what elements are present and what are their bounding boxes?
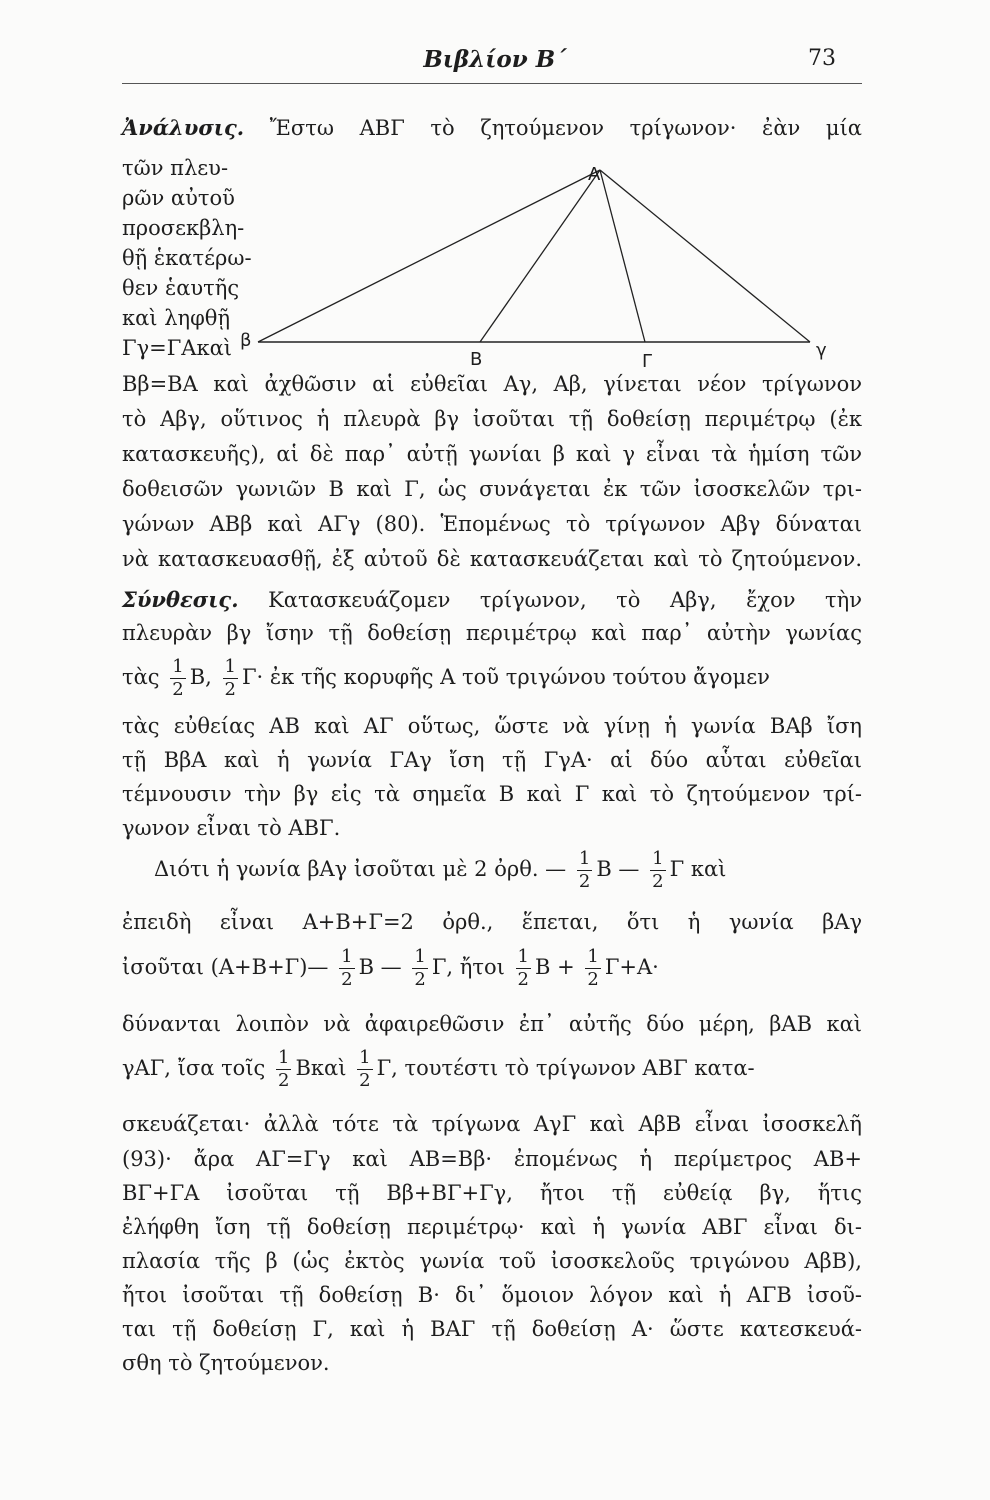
- side-line: προσεκβλη-: [122, 216, 245, 240]
- analysis-line-1: [122, 113, 862, 143]
- text-span: ἰσοῦται (Α+Β+Γ)—: [122, 955, 329, 979]
- frac-den: 2: [341, 969, 353, 990]
- text-line: δοθεισῶν γωνιῶν Β καὶ Γ, ὡς συνάγεται ἐκ τῶν ἰσοσκελῶν τρι-: [122, 477, 862, 501]
- frac-num: 1: [414, 946, 426, 967]
- text-line: ἐπειδὴ εἶναι Α+Β+Γ=2 ὀρθ., ἕπεται, ὅτι ἡ γωνία βΑγ: [122, 910, 862, 934]
- fraction-one-half: [516, 948, 531, 989]
- text-line: ἤτοι ἰσοῦται τῇ δοθείσῃ Β· δι᾽ ὅμοιον λόγον καὶ ἡ ΑΓΒ ἰσοῦ-: [122, 1283, 862, 1307]
- side-line: θεν ἑαυτῆς: [122, 276, 240, 300]
- frac-num: 1: [341, 946, 353, 967]
- synthesis-line-1: [122, 585, 862, 615]
- text-line: τέμνουσιν τὴν βγ εἰς τὰ σημεῖα Β καὶ Γ καὶ τὸ ζητούμενον τρί-: [122, 782, 862, 806]
- frac-num: 1: [578, 848, 591, 869]
- line-A-beta: [258, 170, 600, 342]
- text-line: σκευάζεται· ἀλλὰ τότε τὰ τρίγωνα ΑγΓ καὶ ΑβΒ εἶναι ἰσοσκελῆ: [122, 1112, 862, 1136]
- text-line: δύνανται λοιπὸν νὰ ἀφαιρεθῶσιν ἐπ᾽ αὐτῆς δύο μέρη, βΑΒ καὶ: [122, 1012, 862, 1036]
- text-line: τὸ Αβγ, οὕτινος ἡ πλευρὰ βγ ἰσοῦται τῇ δοθείσῃ περιμέτρῳ (ἐκ: [122, 407, 862, 431]
- line-A-B: [480, 170, 600, 342]
- text-line: νὰ κατασκευασθῇ, ἐξ αὐτοῦ δὲ κατασκευάζεται καὶ τὸ ζητούμενον.: [122, 547, 862, 571]
- side-line: Γγ=ΓΑκαὶ: [122, 336, 232, 360]
- label-beta: β: [240, 330, 252, 351]
- frac-num: 1: [224, 656, 236, 677]
- text-line: τὰς εὐθείας ΑΒ καὶ ΑΓ οὕτως, ὥστε νὰ γίνῃ ἡ γωνία ΒΑβ ἴση: [122, 714, 862, 738]
- text-span: Β,: [189, 665, 212, 689]
- side-line: καὶ ληφθῇ: [122, 306, 231, 330]
- text-span: Ἔστω ΑΒΓ τὸ ζητούμενον τρίγωνον· ἐὰν μία: [269, 116, 862, 140]
- text-span: Β +: [534, 955, 575, 979]
- text-span: Γ, ἤτοι: [431, 955, 505, 979]
- label-gamma: γ: [816, 340, 827, 361]
- synthesis-heading: Σύνθεσις.: [122, 587, 239, 612]
- frac-num: 1: [587, 946, 599, 967]
- text-span: Β —: [596, 857, 640, 881]
- fraction-one-half: [339, 948, 354, 989]
- fraction-one-half: [412, 948, 427, 989]
- text-line: πλασία τῆς β (ὡς ἐκτὸς γωνία τοῦ ἰσοσκελοῦς τριγώνου ΑβΒ),: [122, 1249, 862, 1273]
- side-line: ρῶν αὐτοῦ: [122, 186, 235, 210]
- fraction-one-half: [170, 658, 185, 699]
- frac-den: 2: [652, 871, 664, 892]
- text-line: τῇ ΒβΑ καὶ ἡ γωνία ΓΑγ ἴση τῇ ΓγΑ· αἱ δύο αὗται εὐθεῖαι: [122, 748, 862, 772]
- frac-den: 2: [172, 679, 184, 700]
- label-A: A: [588, 164, 601, 185]
- text-span: Β —: [358, 955, 402, 979]
- frac-den: 2: [517, 969, 529, 990]
- side-line: θῇ ἑκατέρω-: [122, 246, 252, 270]
- fraction-one-half: [577, 850, 592, 891]
- text-span: Βκαὶ: [295, 1056, 347, 1080]
- triangle-figure: [240, 160, 850, 375]
- frac-den: 2: [414, 969, 426, 990]
- fraction-one-half: [650, 850, 665, 891]
- fraction-one-half: [276, 1049, 291, 1090]
- running-header-title: Βιβλίον Β΄: [423, 46, 567, 73]
- fraction-one-half: [223, 658, 238, 699]
- text-line: (93)· ἄρα ΑΓ=Γγ καὶ ΑΒ=Ββ· ἐπομένως ἡ περίμετρος ΑΒ+: [122, 1147, 862, 1171]
- text-span: Διότι ἡ γωνία βΑγ ἰσοῦται μὲ 2 ὀρθ. —: [154, 857, 567, 881]
- text-line: ἐλήφθη ἴση τῇ δοθείσῃ περιμέτρῳ· καὶ ἡ γωνία ΑΒΓ εἶναι δι-: [122, 1215, 862, 1239]
- triangle-diagram: [240, 160, 850, 375]
- synthesis-fraction-line: [122, 654, 862, 700]
- label-Gamma: Γ: [642, 351, 653, 372]
- text-line: ται τῇ δοθείσῃ Γ, καὶ ἡ ΒΑΓ τῇ δοθείσῃ Α· ὥστε κατεσκευά-: [122, 1317, 862, 1341]
- line-A-gamma: [600, 170, 810, 342]
- text-span: Κατασκευάζομεν τρίγωνον, τὸ Αβγ, ἔχον τὴν: [268, 588, 862, 612]
- frac-num: 1: [652, 848, 664, 869]
- text-line: πλευρὰν βγ ἴσην τῇ δοθείσῃ περιμέτρῳ καὶ παρ᾽ αὐτὴν γωνίας: [122, 621, 862, 645]
- fraction-one-half: [585, 948, 600, 989]
- header-rule: [122, 83, 862, 84]
- frac-num: 1: [359, 1047, 371, 1068]
- proof-line-5: [122, 1045, 862, 1091]
- frac-den: 2: [278, 1070, 290, 1091]
- text-line: γωνον εἶναι τὸ ΑΒΓ.: [122, 816, 341, 840]
- analysis-heading: Ἀνάλυσις.: [122, 115, 245, 140]
- frac-den: 2: [359, 1070, 371, 1091]
- text-span: Γ+Α·: [604, 955, 659, 979]
- page-number: 73: [808, 46, 836, 71]
- proof-line-3: [122, 944, 862, 990]
- text-line: κατασκευῆς), αἱ δὲ παρ᾽ αὐτῇ γωνίαι β καὶ γ εἶναι τὰ ἡμίση τῶν: [122, 442, 862, 466]
- text-line: Ββ=ΒΑ καὶ ἀχθῶσιν αἱ εὐθεῖαι Αγ, Αβ, γίνεται νέον τρίγωνον: [122, 372, 862, 396]
- side-line: τῶν πλευ-: [122, 156, 229, 180]
- text-span: Γ· ἐκ τῆς κορυφῆς Α τοῦ τριγώνου τούτου ἄγομεν: [241, 665, 770, 689]
- frac-den: 2: [224, 679, 236, 700]
- text-line: σθη τὸ ζητούμενον.: [122, 1351, 330, 1375]
- frac-den: 2: [578, 871, 591, 892]
- text-span: γΑΓ, ἴσα τοῖς: [122, 1056, 266, 1080]
- text-span: τὰς: [122, 665, 160, 689]
- frac-num: 1: [172, 656, 184, 677]
- frac-den: 2: [587, 969, 599, 990]
- text-span: Γ καὶ: [669, 857, 727, 881]
- text-span: Γ, τουτέστι τὸ τρίγωνον ΑΒΓ κατα-: [376, 1056, 755, 1080]
- text-line: γώνων ΑΒβ καὶ ΑΓγ (80). Ἑπομένως τὸ τρίγωνον Αβγ δύναται: [122, 512, 862, 536]
- fraction-one-half: [357, 1049, 372, 1090]
- label-B: B: [470, 349, 483, 370]
- text-line: ΒΓ+ΓΑ ἰσοῦται τῇ Ββ+ΒΓ+Γγ, ἤτοι τῇ εὐθείᾳ βγ, ἥτις: [122, 1181, 862, 1205]
- line-A-Gamma: [600, 170, 645, 342]
- frac-num: 1: [278, 1047, 290, 1068]
- proof-line-1: [122, 846, 862, 892]
- frac-num: 1: [517, 946, 529, 967]
